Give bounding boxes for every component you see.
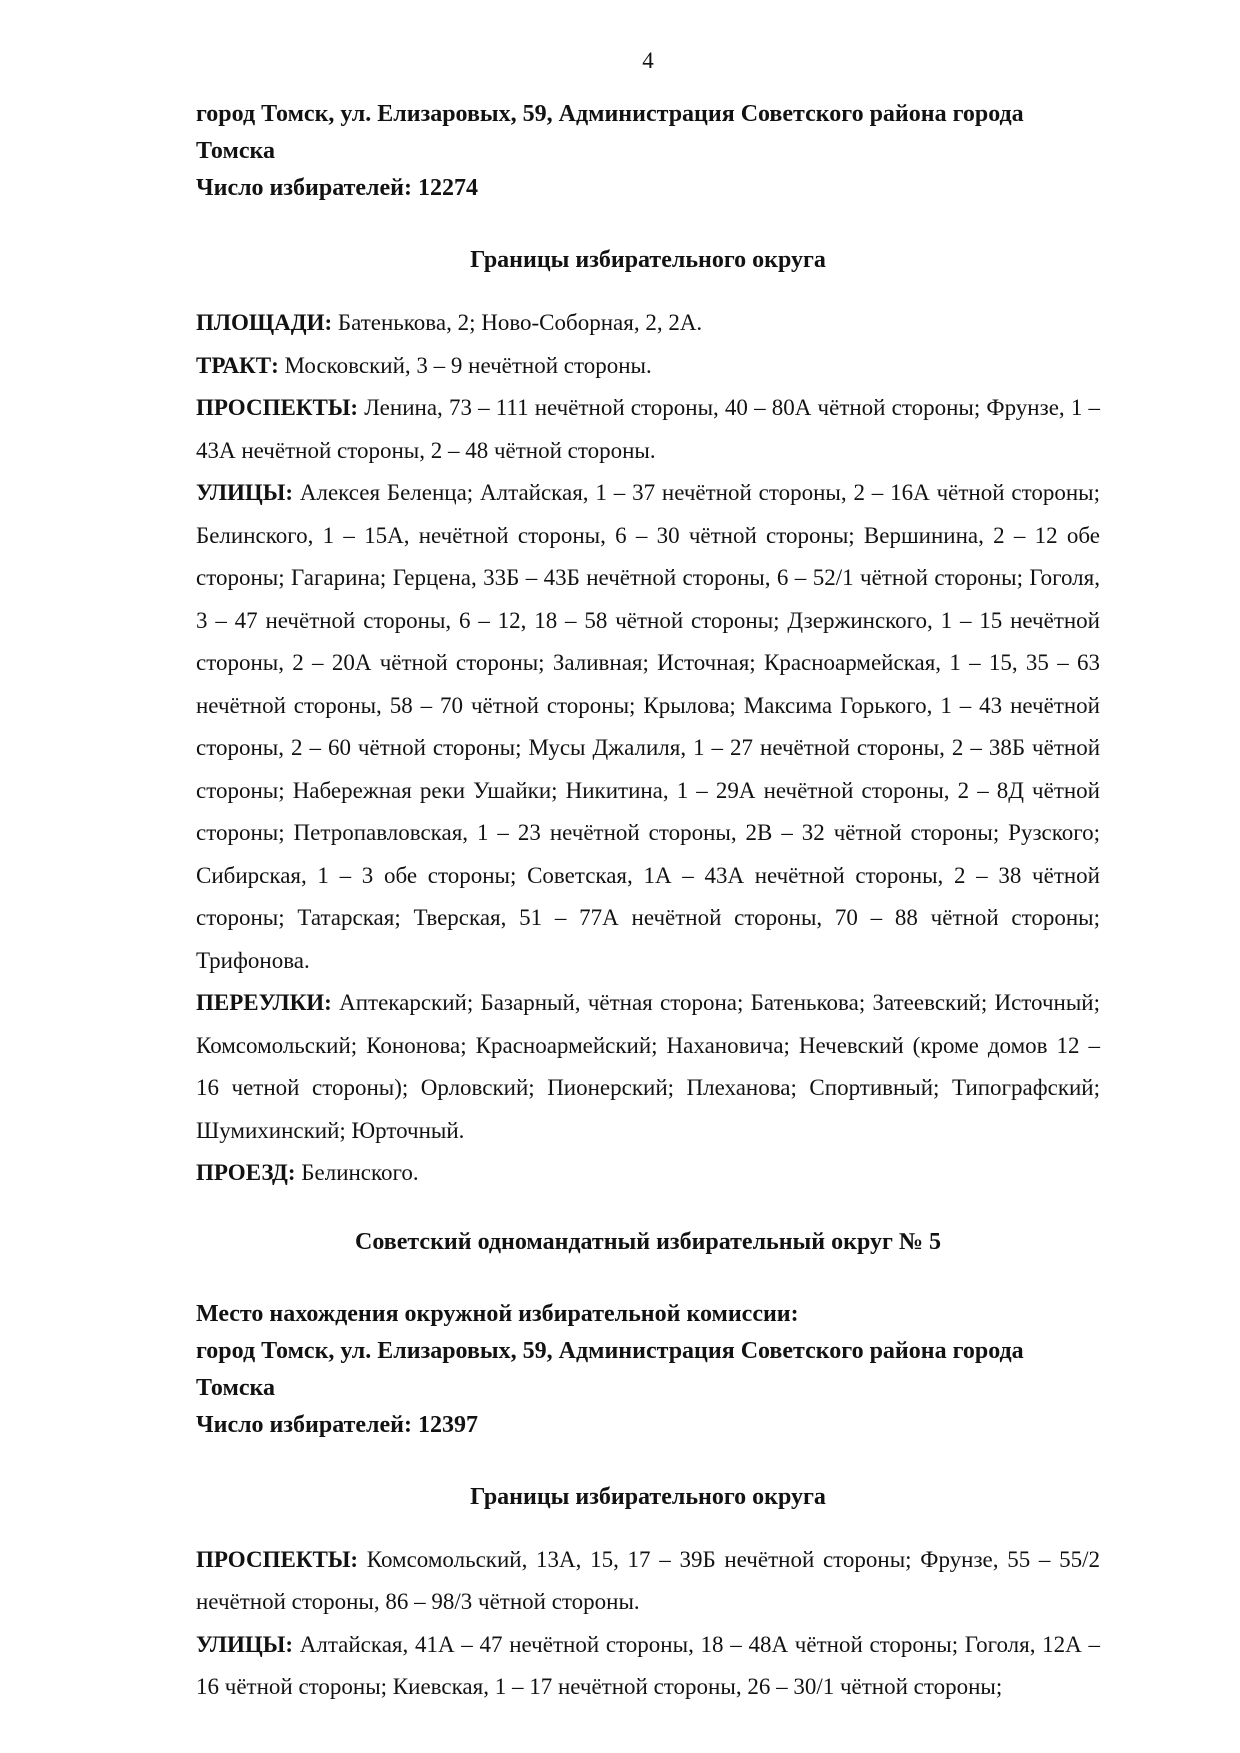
commission-location-label: Место нахождения окружной избирательной комиссии:: [196, 1300, 799, 1327]
paragraph-text: Комсомольский, 13А, 15, 17 – 39Б нечётной стороны; Фрунзе, 55 – 55/2 нечётной стороны, 86 – 98/3 чётной стороны.: [196, 1546, 1100, 1614]
boundary-paragraph-lanes: [196, 982, 1100, 1152]
boundary-paragraph-avenues: [196, 387, 1100, 472]
electors-count: Число избирателей: 12274: [196, 175, 478, 201]
paragraph-text: Батенькова, 2; Ново-Соборная, 2, 2А.: [332, 310, 703, 335]
paragraph-label: УЛИЦЫ:: [196, 1631, 294, 1657]
paragraph-label: ПРОЕЗД:: [196, 1160, 296, 1185]
paragraph-text: Аптекарский; Базарный, чётная сторона; Батенькова; Затеевский; Источный; Комсомольский; Кононова; Красноармейский; Нахановича; Нечевский (кроме домов 12 – 16 четной стороны); Орловский; Пионерский; Плеханова; Спортивный; Типографский; Шумихинский; Юрточный.: [196, 990, 1100, 1143]
paragraph-label: ПЕРЕУЛКИ:: [196, 990, 332, 1015]
boundaries-heading: Границы избирательного округа: [470, 1483, 826, 1510]
district-4-boundaries: [196, 302, 1100, 1195]
paragraph-label: ПЛОЩАДИ:: [196, 310, 333, 335]
boundary-paragraph-streets: [196, 1624, 1100, 1709]
boundary-paragraph-avenues: [196, 1539, 1100, 1624]
paragraph-text: Московский, 3 – 9 нечётной стороны.: [278, 352, 652, 378]
paragraph-text: Ленина, 73 – 111 нечётной стороны, 40 – 80А чётной стороны; Фрунзе, 1 – 43А нечётной стороны, 2 – 48 чётной стороны.: [196, 395, 1100, 463]
district-4-section: [196, 96, 1100, 1195]
boundary-paragraph-passage: [196, 1152, 1100, 1195]
boundary-paragraph-squares: [196, 302, 1100, 345]
address-line: город Томск, ул. Елизаровых, 59, Администрация Советского района города Томска: [196, 1337, 1024, 1401]
paragraph-label: ПРОСПЕКТЫ:: [196, 1546, 359, 1572]
district-5-title: Советский одномандатный избирательный округ № 5: [355, 1228, 941, 1255]
page-number: 4: [642, 48, 654, 73]
district-4-commission-address: [196, 96, 1100, 207]
boundary-paragraph-trakt: [196, 345, 1100, 388]
paragraph-label: УЛИЦЫ:: [196, 480, 294, 505]
district-5-boundaries: [196, 1539, 1100, 1709]
boundary-paragraph-streets: [196, 472, 1100, 982]
district-5-commission-address: [196, 1296, 1100, 1444]
paragraph-label: ТРАКТ:: [196, 352, 279, 378]
paragraph-text: Белинского.: [295, 1160, 419, 1185]
district-5-section: [196, 1229, 1100, 1709]
boundaries-heading: Границы избирательного округа: [470, 247, 826, 273]
address-line: город Томск, ул. Елизаровых, 59, Администрация Советского района города Томска: [196, 101, 1024, 164]
paragraph-text: Алтайская, 41А – 47 нечётной стороны, 18 – 48А чётной стороны; Гоголя, 12А – 16 чётной стороны; Киевская, 1 – 17 нечётной стороны, 26 – 30/1 чётной стороны;: [196, 1631, 1100, 1699]
paragraph-label: ПРОСПЕКТЫ:: [196, 395, 359, 420]
electors-count: Число избирателей: 12397: [196, 1411, 478, 1438]
paragraph-text: Алексея Беленца; Алтайская, 1 – 37 нечётной стороны, 2 – 16А чётной стороны; Белинского, 1 – 15А, нечётной стороны, 6 – 30 чётной стороны; Вершинина, 2 – 12 обе стороны; Гагарина; Герцена, 33Б – 43Б нечётной стороны, 6 – 52/1 чётной стороны; Гоголя, 3 – 47 нечётной стороны, 6 – 12, 18 – 58 чётной стороны; Дзержинского, 1 – 15 нечётной стороны, 2 – 20А чётной стороны; Заливная; Источная; Красноармейская, 1 – 15, 35 – 63 нечётной стороны, 58 – 70 чётной стороны; Крылова; Максима Горького, 1 – 43 нечётной стороны, 2 – 60 чётной стороны; Мусы Джалиля, 1 – 27 нечётной стороны, 2 – 38Б чётной стороны; Набережная реки Ушайки; Никитина, 1 – 29А нечётной стороны, 2 – 8Д чётной стороны; Петропавловская, 1 – 23 нечётной стороны, 2В – 32 чётной стороны; Рузского; Сибирская, 1 – 3 обе стороны; Советская, 1А – 43А нечётной стороны, 2 – 38 чётной стороны; Татарская; Тверская, 51 – 77А нечётной стороны, 70 – 88 чётной стороны; Трифонова.: [196, 480, 1100, 973]
